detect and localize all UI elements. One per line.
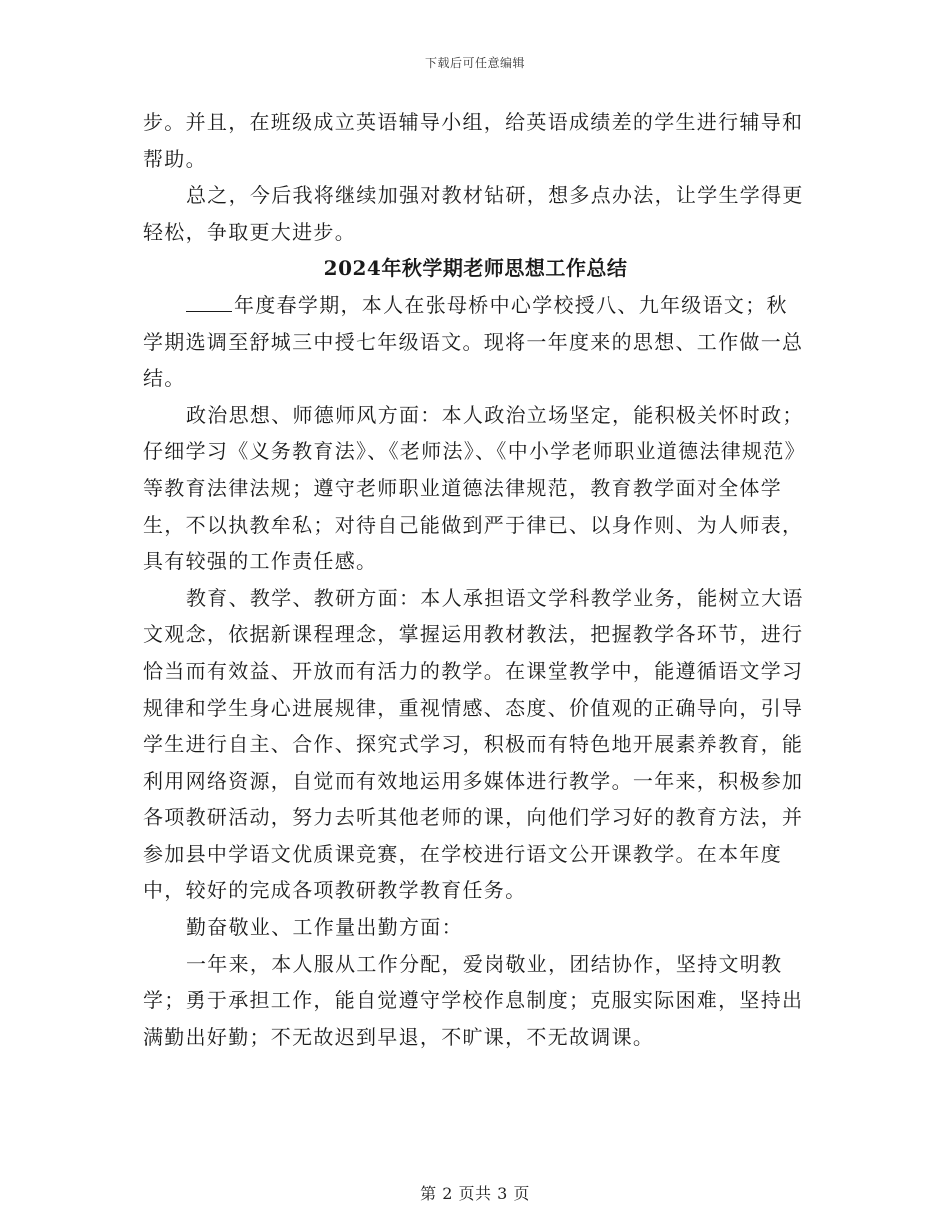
document-body — [143, 104, 808, 1055]
paragraph-conclusion: 总之，今后我将继续加强对教材钻研，想多点办法，让学生学得更轻松，争取更大进步。 — [143, 183, 804, 244]
paragraph-intro — [143, 287, 808, 397]
document-title: 2024年秋学期老师思想工作总结 — [323, 256, 628, 281]
paragraph-continued: 步。并且，在班级成立英语辅导小组，给英语成绩差的学生进行辅导和帮助。 — [143, 110, 804, 171]
paragraph-political: 政治思想、师德师风方面：本人政治立场坚定，能积极关怀时政；仔细学习《义务教育法》、《老师法》、《中小学老师职业道德法律规范》等教育法律法规；遵守老师职业道德法律规范，教育教学面对全体学生，不以执教牟私；对待自己能做到严于律已、以身作则、为人师表，具有较强的工作责任感。 — [143, 402, 806, 574]
paragraph-attendance: 一年来，本人服从工作分配，爱岗敬业，团结协作，坚持文明教学；勇于承担工作，能自觉遵守学校作息制度；克服实际困难，坚持出满勤出好勤；不无故迟到早退，不旷课，不无故调课。 — [143, 951, 804, 1049]
paragraph-teaching: 教育、教学、教研方面：本人承担语文学科教学业务，能树立大语文观念，依据新课程理念，掌握运用教材教法，把握教学各环节，进行恰当而有效益、开放而有活力的教学。在课堂教学中，能遵循语文学习规律和学生身心进展规律，重视情感、态度、价值观的正确导向，引导学生进行自主、合作、探究式学习，积极而有特色地开展素养教育，能利用网络资源，自觉而有效地运用多媒体进行教学。一年来，积极参加各项教研活动，努力去听其他老师的课，向他们学习好的教育方法，并参加县中学语文优质课竞赛，在学校进行语文公开课教学。在本年度中，较好的完成各项教研教学教育任务。 — [143, 585, 804, 903]
paragraph-intro-text: 年度春学期，本人在张母桥中心学校授八、九年级语文；秋学期选调至舒城三中授七年级语文。现将一年度来的思想、工作做一总结。 — [143, 292, 804, 391]
page-header-note: 下载后可任意编辑 — [424, 56, 525, 70]
paragraph-attendance-heading: 勤奋敬业、工作量出勤方面： — [186, 915, 463, 940]
page-number: 第 2 页共 3 页 — [420, 1184, 530, 1203]
fill-in-blank — [186, 293, 232, 312]
